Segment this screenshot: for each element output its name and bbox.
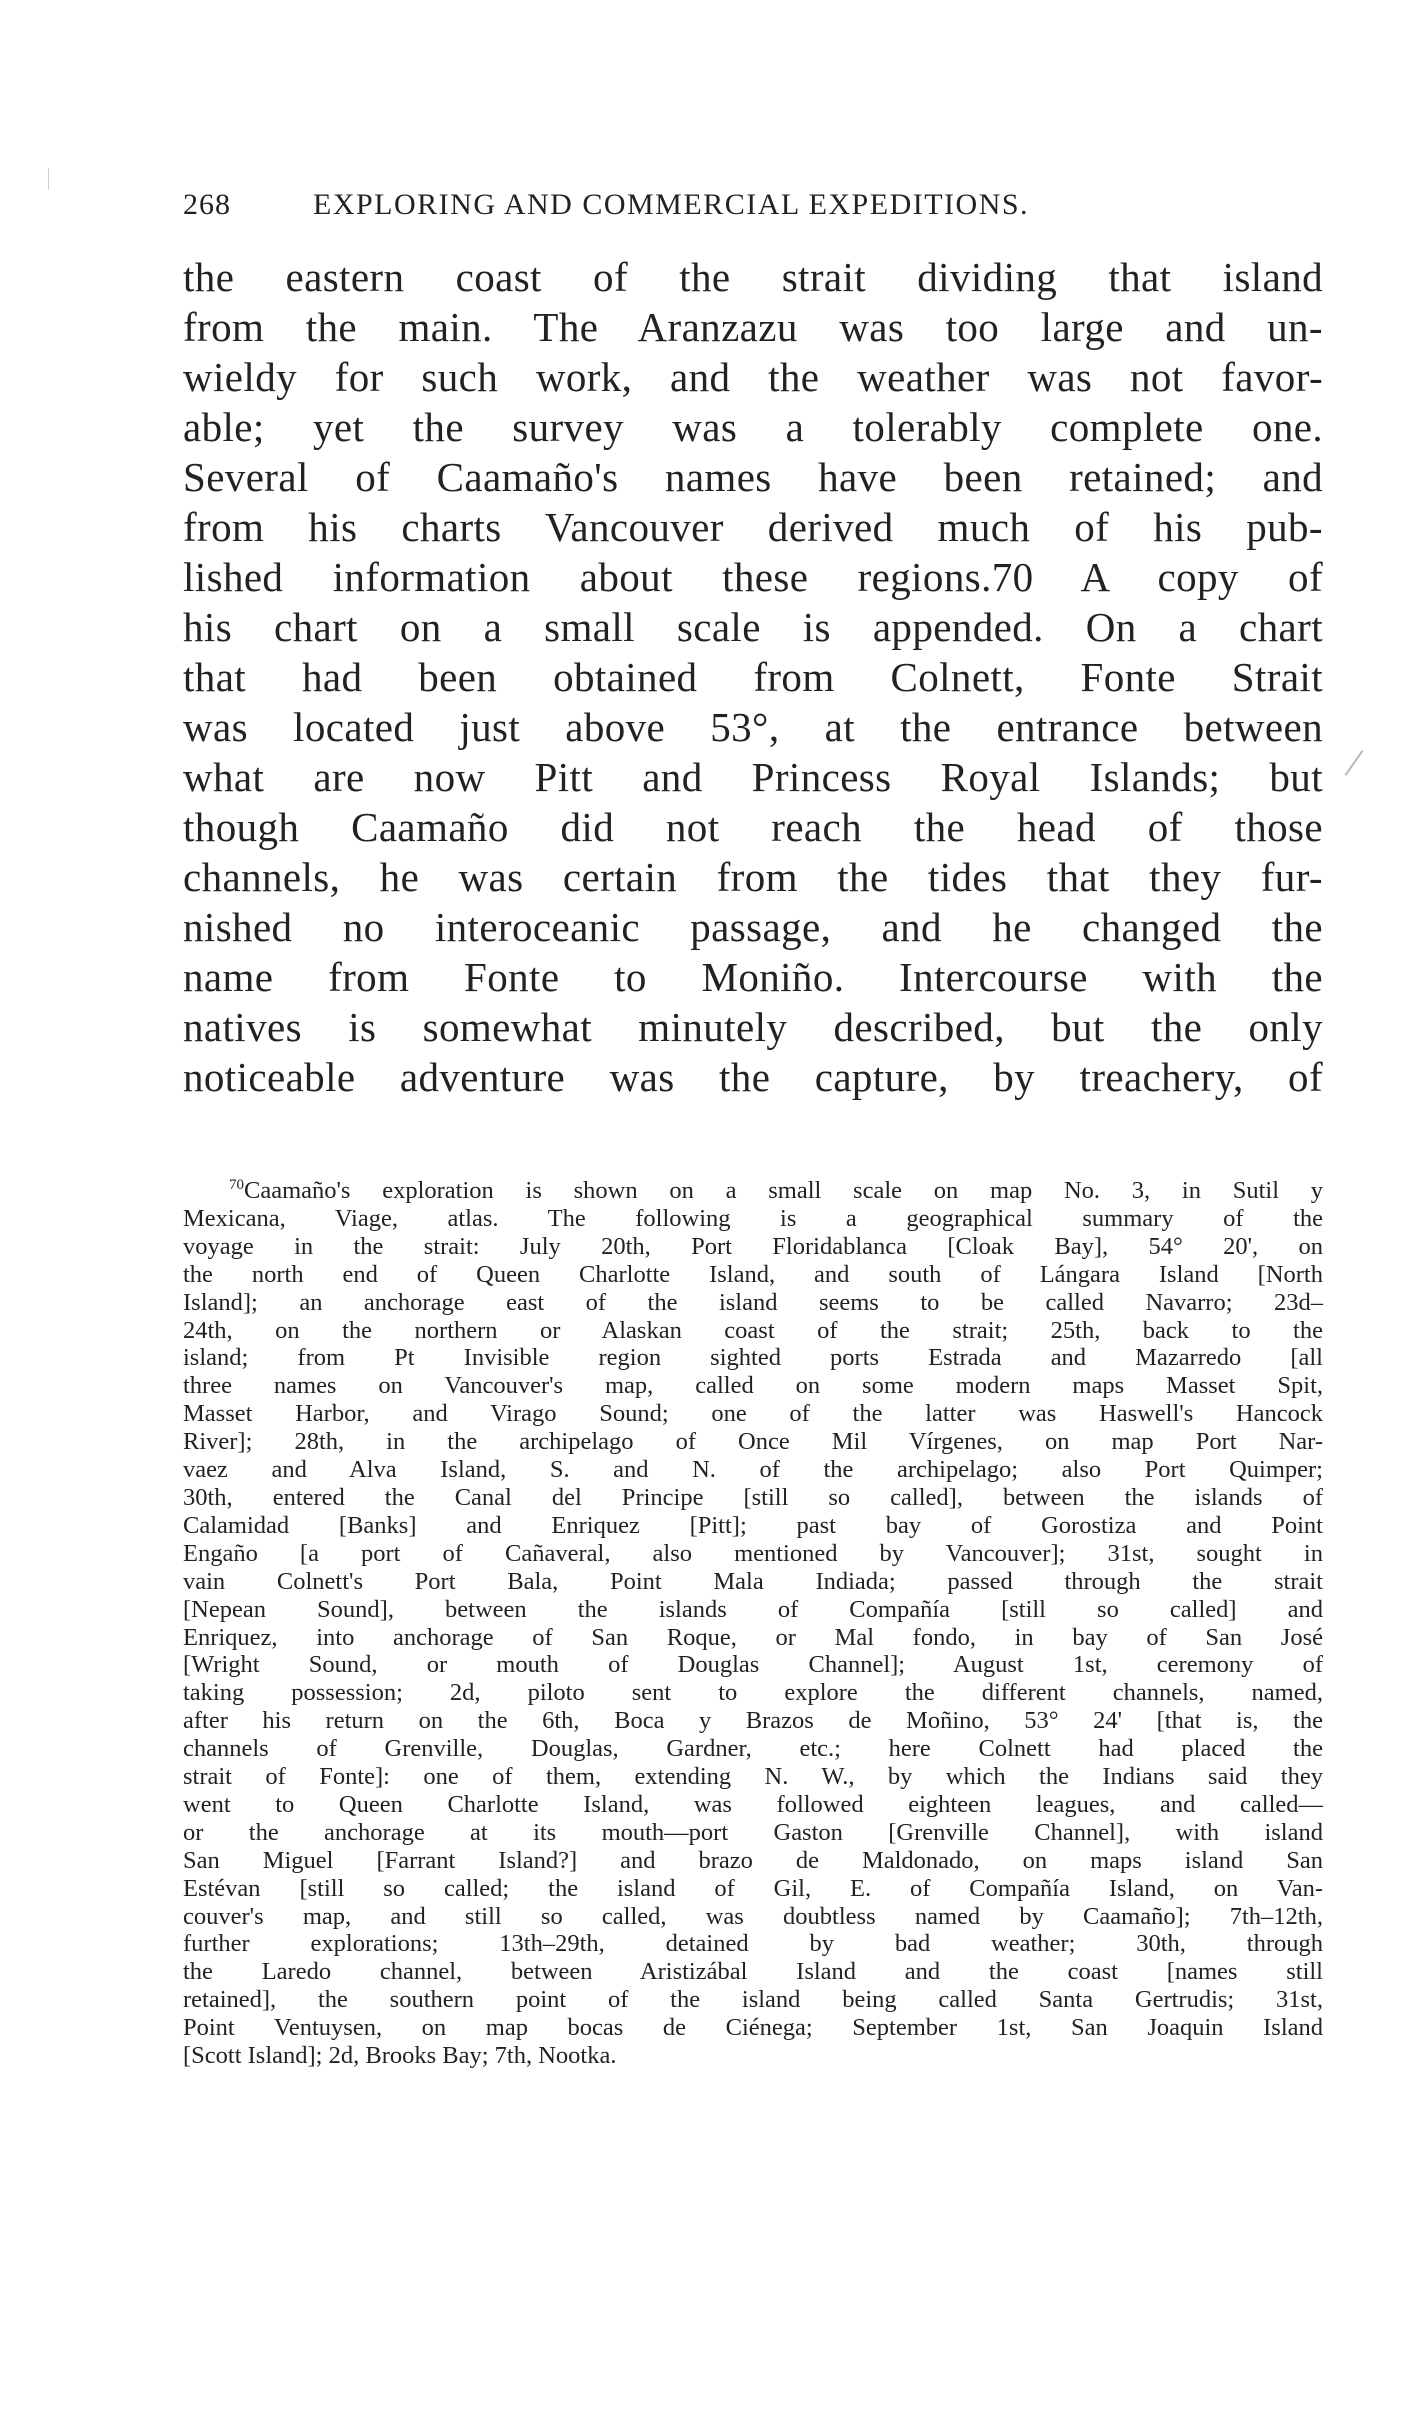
footnote-line: Engaño [a port of Cañaveral, also mentioned by Vancouver]; 31st, sought in: [183, 1539, 1323, 1567]
footnote-line: went to Queen Charlotte Island, was followed eighteen leagues, and called—: [183, 1790, 1323, 1818]
running-title: EXPLORING AND COMMERCIAL EXPEDITIONS.: [313, 188, 1030, 221]
footnote-line: Point Ventuysen, on map bocas de Ciénega; September 1st, San Joaquin Island: [183, 2014, 1323, 2042]
body-line: from the main. The Aranzazu was too large and un-: [183, 304, 1323, 350]
footnote-text: Caamaño's exploration is shown on a small scale on map No. 3, in Sutil y: [244, 1177, 1323, 1204]
body-line: able; yet the survey was a tolerably complete one.: [183, 404, 1323, 450]
body-line: channels, he was certain from the tides that they fur-: [183, 854, 1323, 900]
body-line: Several of Caamaño's names have been retained; and: [183, 454, 1323, 500]
body-text: [183, 252, 1323, 1102]
body-line: was located just above 53°, at the entrance between: [183, 704, 1323, 750]
body-line: though Caamaño did not reach the head of those: [183, 804, 1323, 850]
footnote-line: channels of Grenville, Douglas, Gardner, etc.; here Colnett had placed the: [183, 1735, 1323, 1763]
scan-artifact-mark: [48, 168, 49, 190]
footnote-line: Enriquez, into anchorage of San Roque, or Mal fondo, in bay of San José: [183, 1623, 1323, 1651]
footnote-line: or the anchorage at its mouth—port Gaston [Grenville Channel], with island: [183, 1818, 1323, 1846]
footnote-line: voyage in the strait: July 20th, Port Floridablanca [Cloak Bay], 54° 20', on: [183, 1232, 1323, 1260]
footnote-line: [Scott Island]; 2d, Brooks Bay; 7th, Nootka.: [183, 2042, 617, 2070]
footnote-line: three names on Vancouver's map, called on some modern maps Masset Spit,: [183, 1372, 1323, 1400]
footnote-line: after his return on the 6th, Boca y Brazos de Moñino, 53° 24' [that is, the: [183, 1707, 1323, 1735]
body-line: natives is somewhat minutely described, but the only: [183, 1004, 1323, 1050]
footnote-line: couver's map, and still so called, was doubtless named by Caamaño]; 7th–12th,: [183, 1902, 1323, 1930]
body-line: that had been obtained from Colnett, Fonte Strait: [183, 654, 1323, 700]
body-line: nished no interoceanic passage, and he changed the: [183, 904, 1323, 950]
body-line: from his charts Vancouver derived much of his pub-: [183, 504, 1323, 550]
footnote-line: [Wright Sound, or mouth of Douglas Channel]; August 1st, ceremony of: [183, 1651, 1323, 1679]
body-line: name from Fonte to Moniño. Intercourse with the: [183, 954, 1323, 1000]
running-head: [183, 150, 1323, 221]
body-line: noticeable adventure was the capture, by treachery, of: [183, 1054, 1323, 1100]
page-number: 268: [183, 188, 231, 221]
body-line: what are now Pitt and Princess Royal Islands; but: [183, 754, 1323, 800]
footnote-line: Island]; an anchorage east of the island seems to be called Navarro; 23d–: [183, 1288, 1323, 1316]
footnote-line: Masset Harbor, and Virago Sound; one of the latter was Haswell's Hancock: [183, 1400, 1323, 1428]
margin-pencil-mark: [1345, 750, 1364, 776]
footnote-line: island; from Pt Invisible region sighted ports Estrada and Mazarredo [all: [183, 1344, 1323, 1372]
footnote-line: River]; 28th, in the archipelago of Once Mil Vírgenes, on map Port Nar-: [183, 1428, 1323, 1456]
footnote-line: retained], the southern point of the island being called Santa Gertrudis; 31st,: [183, 1986, 1323, 2014]
footnote-line: Calamidad [Banks] and Enriquez [Pitt]; past bay of Gorostiza and Point: [183, 1511, 1323, 1539]
footnote-line: taking possession; 2d, piloto sent to explore the different channels, named,: [183, 1679, 1323, 1707]
footnote-line: the north end of Queen Charlotte Island, and south of Lángara Island [North: [183, 1260, 1323, 1288]
footnote-line: San Miguel [Farrant Island?] and brazo de Maldonado, on maps island San: [183, 1846, 1323, 1874]
footnote-line: strait of Fonte]: one of them, extending N. W., by which the Indians said they: [183, 1763, 1323, 1791]
footnote-line: Estévan [still so called; the island of Gil, E. of Compañía Island, on Van-: [183, 1874, 1323, 1902]
footnote-line: 24th, on the northern or Alaskan coast of the strait; 25th, back to the: [183, 1316, 1323, 1344]
footnote-line: further explorations; 13th–29th, detained by bad weather; 30th, through: [183, 1930, 1323, 1958]
footnote-line: vain Colnett's Port Bala, Point Mala Indiada; passed through the strait: [183, 1567, 1323, 1595]
book-page: [183, 150, 1323, 1102]
footnote-line: [183, 1177, 1323, 1205]
footnote-line: Mexicana, Viage, atlas. The following is a geographical summary of the: [183, 1204, 1323, 1232]
footnote-block: [183, 1177, 1323, 2070]
footnote-line: 30th, entered the Canal del Principe [still so called], between the islands of: [183, 1483, 1323, 1511]
footnote-marker: 70: [229, 1176, 244, 1193]
footnote-line: [Nepean Sound], between the islands of Compañía [still so called] and: [183, 1595, 1323, 1623]
footnote-line: vaez and Alva Island, S. and N. of the archipelago; also Port Quimper;: [183, 1456, 1323, 1484]
body-line: lished information about these regions.70 A copy of: [183, 554, 1323, 600]
footnote-line: the Laredo channel, between Aristizábal Island and the coast [names still: [183, 1958, 1323, 1986]
body-line: wieldy for such work, and the weather was not favor-: [183, 354, 1323, 400]
body-line: the eastern coast of the strait dividing that island: [183, 254, 1323, 300]
body-line: his chart on a small scale is appended. On a chart: [183, 604, 1323, 650]
